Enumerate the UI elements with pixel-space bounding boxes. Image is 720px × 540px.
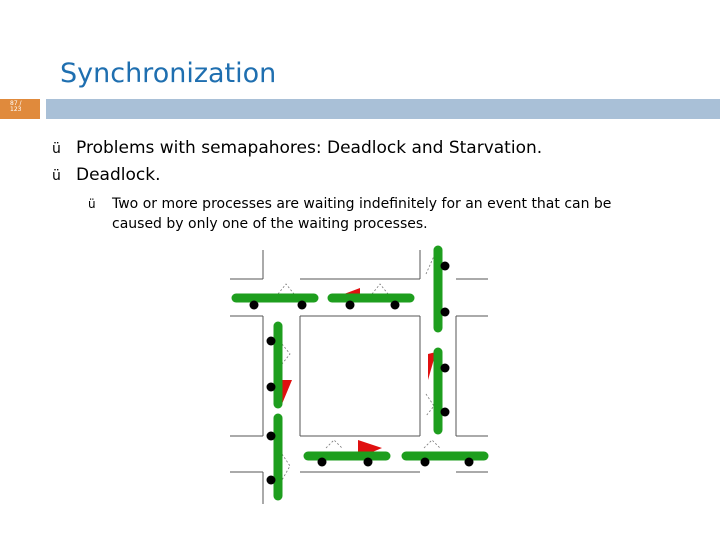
- road-lines: [230, 250, 488, 504]
- sub-bullet-line-1: Two or more processes are waiting indefinitely for an event that can be: [112, 196, 612, 212]
- sub-bullet-line-2: caused by only one of the waiting processes.: [112, 216, 428, 232]
- slide-number-current: 87 /: [10, 100, 22, 107]
- bullet-text: Problems with semapahores: Deadlock and Starvation.: [76, 138, 543, 158]
- header-bar: [46, 99, 720, 119]
- sub-bullet-definition: [88, 194, 688, 234]
- checkmark-icon: ü: [88, 197, 96, 211]
- trains: [236, 250, 484, 496]
- bullet-item-deadlock: [52, 165, 160, 185]
- bullet-text: Deadlock.: [76, 165, 161, 185]
- flag-left-mid: [282, 380, 292, 404]
- slide-number-total: 123: [10, 106, 22, 113]
- red-flags: [282, 288, 436, 458]
- bullet-item-problems: [52, 138, 542, 158]
- checkmark-icon: ü: [52, 141, 61, 157]
- slide-number: [10, 101, 22, 113]
- checkmark-icon: ü: [52, 168, 61, 184]
- deadlock-diagram: [228, 244, 492, 508]
- slide-title: Synchronization: [60, 58, 277, 89]
